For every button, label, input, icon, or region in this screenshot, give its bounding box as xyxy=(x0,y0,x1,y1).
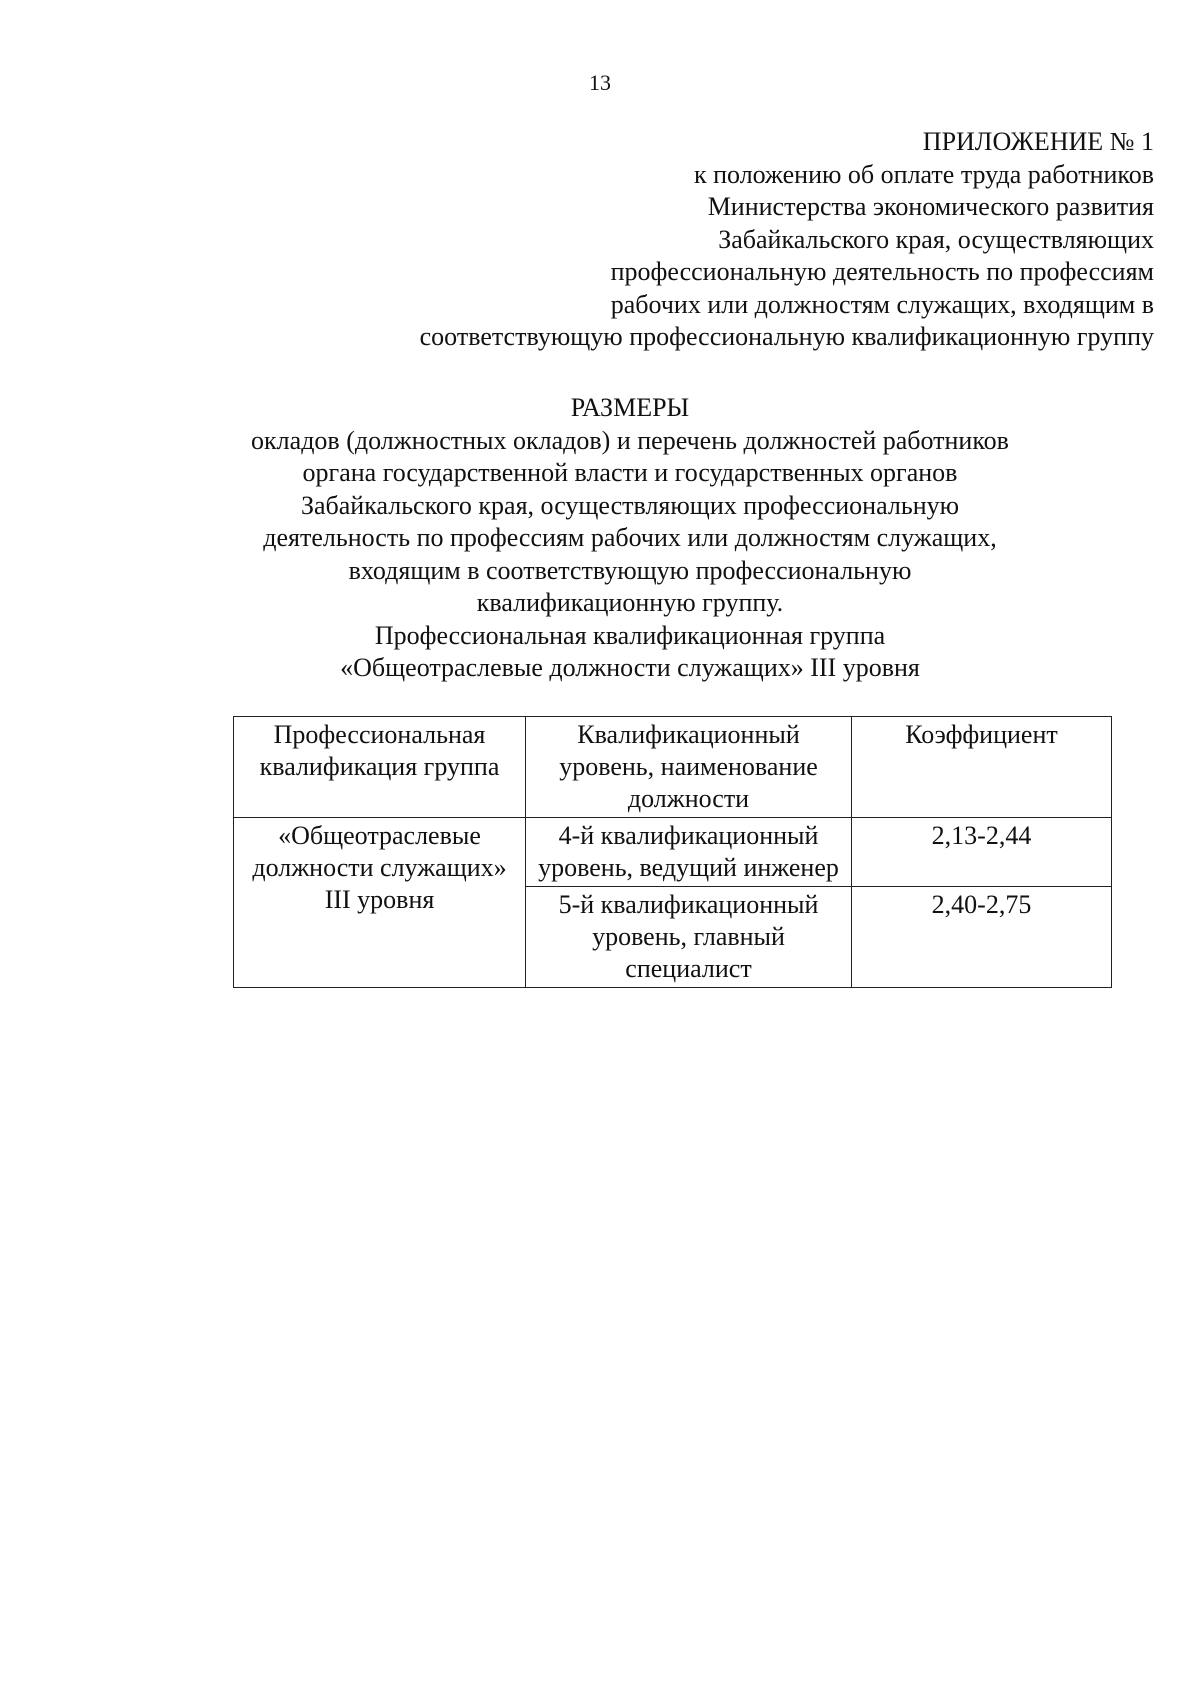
title-line: входящим в соответствующую профессиональную xyxy=(348,555,912,585)
salary-table xyxy=(233,716,1112,988)
level-cell: 4-й квалификационный уровень, ведущий инженер xyxy=(526,818,852,887)
header-coefficient: Коэффициент xyxy=(852,717,1112,818)
title-line: квалификационную группу. xyxy=(476,588,784,617)
table-header-row xyxy=(234,717,1112,818)
appendix-block xyxy=(254,126,1154,354)
appendix-line: Забайкальского края, осуществляющих xyxy=(718,224,1154,254)
title-line: «Общеотраслевые должности служащих» III уровня xyxy=(340,653,920,682)
title-line: окладов (должностных окладов) и перечень должностей работников xyxy=(251,425,1009,455)
title-line: Профессиональная квалификационная группа xyxy=(374,620,886,650)
appendix-line: рабочих или должностям служащих, входящим в xyxy=(610,289,1154,319)
coefficient-cell: 2,13-2,44 xyxy=(852,818,1112,887)
header-group: Профессиональная квалификация группа xyxy=(234,717,526,818)
group-cell: «Общеотраслевые должности служащих» III уровня xyxy=(234,818,526,988)
title-line: деятельность по профессиям рабочих или должностям служащих, xyxy=(263,523,997,552)
table-row xyxy=(234,818,1112,887)
coefficient-cell: 2,40-2,75 xyxy=(852,887,1112,988)
document-title xyxy=(200,392,1060,685)
appendix-line: Министерства экономического развития xyxy=(707,192,1154,221)
title-line: органа государственной власти и государственных органов xyxy=(302,458,958,487)
title-line: Забайкальского края, осуществляющих профессиональную xyxy=(300,490,960,520)
appendix-heading: ПРИЛОЖЕНИЕ № 1 xyxy=(922,127,1154,156)
appendix-line: к положению об оплате труда работников xyxy=(693,159,1154,189)
page-number: 13 xyxy=(589,70,611,95)
level-cell: 5-й квалификационный уровень, главный специалист xyxy=(526,887,852,988)
header-level: Квалификационный уровень, наименование должности xyxy=(526,717,852,818)
appendix-line: соответствующую профессиональную квалификационную группу xyxy=(419,322,1154,351)
title-heading: РАЗМЕРЫ xyxy=(570,393,690,422)
appendix-line: профессиональную деятельность по профессиям xyxy=(610,257,1154,286)
